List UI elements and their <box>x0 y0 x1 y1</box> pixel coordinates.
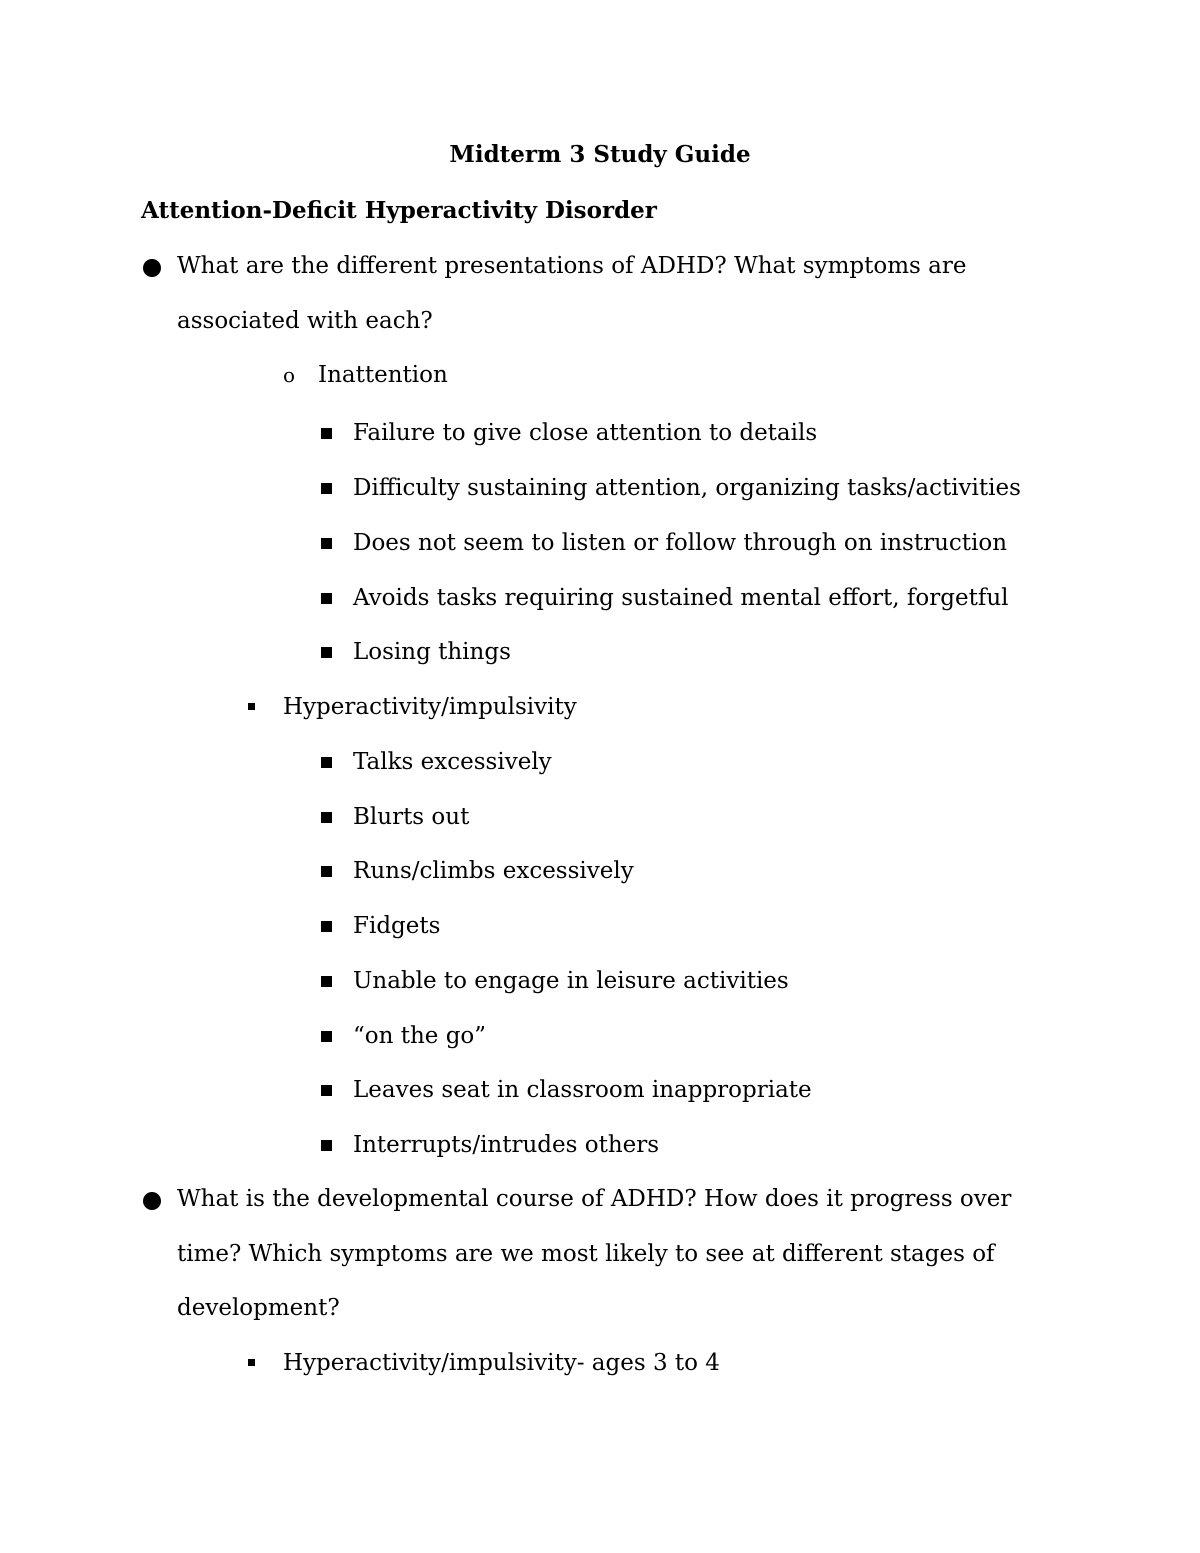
square-bullet-icon <box>321 428 332 439</box>
square-bullet-icon <box>321 538 332 549</box>
square-bullet-icon <box>321 483 332 494</box>
square-bullet-icon <box>321 812 332 823</box>
square-bullet-icon <box>321 593 332 604</box>
square-bullet-icon <box>321 647 332 658</box>
small-square-bullet-icon <box>248 1359 255 1366</box>
hyperactivity-item: Runs/climbs excessively <box>353 858 634 884</box>
hyperactivity-item: Unable to engage in leisure activities <box>353 968 789 994</box>
question-1-line-2: associated with each? <box>177 308 433 334</box>
inattention-item: Avoids tasks requiring sustained mental effort, forgetful <box>353 585 1009 611</box>
square-bullet-icon <box>321 1140 332 1151</box>
square-bullet-icon <box>321 976 332 987</box>
question-2-line-3: development? <box>177 1295 340 1321</box>
development-item: Hyperactivity/impulsivity- ages 3 to 4 <box>283 1350 720 1376</box>
square-bullet-icon <box>321 866 332 877</box>
document-title: Midterm 3 Study Guide <box>449 141 751 168</box>
hyperactivity-item: Leaves seat in classroom inappropriate <box>353 1077 812 1103</box>
square-bullet-icon <box>321 1031 332 1042</box>
square-bullet-icon <box>321 1085 332 1096</box>
hyperactivity-item: “on the go” <box>353 1023 487 1049</box>
bullet-disc-icon <box>143 259 161 277</box>
square-bullet-icon <box>321 921 332 932</box>
inattention-item: Losing things <box>353 639 511 665</box>
circle-bullet-icon: o <box>283 363 296 387</box>
inattention-item: Difficulty sustaining attention, organizing tasks/activities <box>353 475 1021 501</box>
hyperactivity-label: Hyperactivity/impulsivity <box>283 694 577 720</box>
square-bullet-icon <box>321 757 332 768</box>
inattention-item: Failure to give close attention to details <box>353 420 818 446</box>
hyperactivity-item: Talks excessively <box>353 749 552 775</box>
hyperactivity-item: Fidgets <box>353 913 441 939</box>
section-heading: Attention-Deficit Hyperactivity Disorder <box>141 197 657 224</box>
bullet-disc-icon <box>143 1192 161 1210</box>
question-2-line-2: time? Which symptoms are we most likely to see at different stages of <box>177 1241 995 1267</box>
hyperactivity-item: Interrupts/intrudes others <box>353 1132 660 1158</box>
question-2-line-1: What is the developmental course of ADHD? How does it progress over <box>177 1186 1012 1212</box>
inattention-label: Inattention <box>318 362 448 388</box>
inattention-item: Does not seem to listen or follow through on instruction <box>353 530 1008 556</box>
hyperactivity-item: Blurts out <box>353 804 470 830</box>
small-square-bullet-icon <box>248 703 255 710</box>
question-1-line-1: What are the different presentations of ADHD? What symptoms are <box>177 253 967 279</box>
